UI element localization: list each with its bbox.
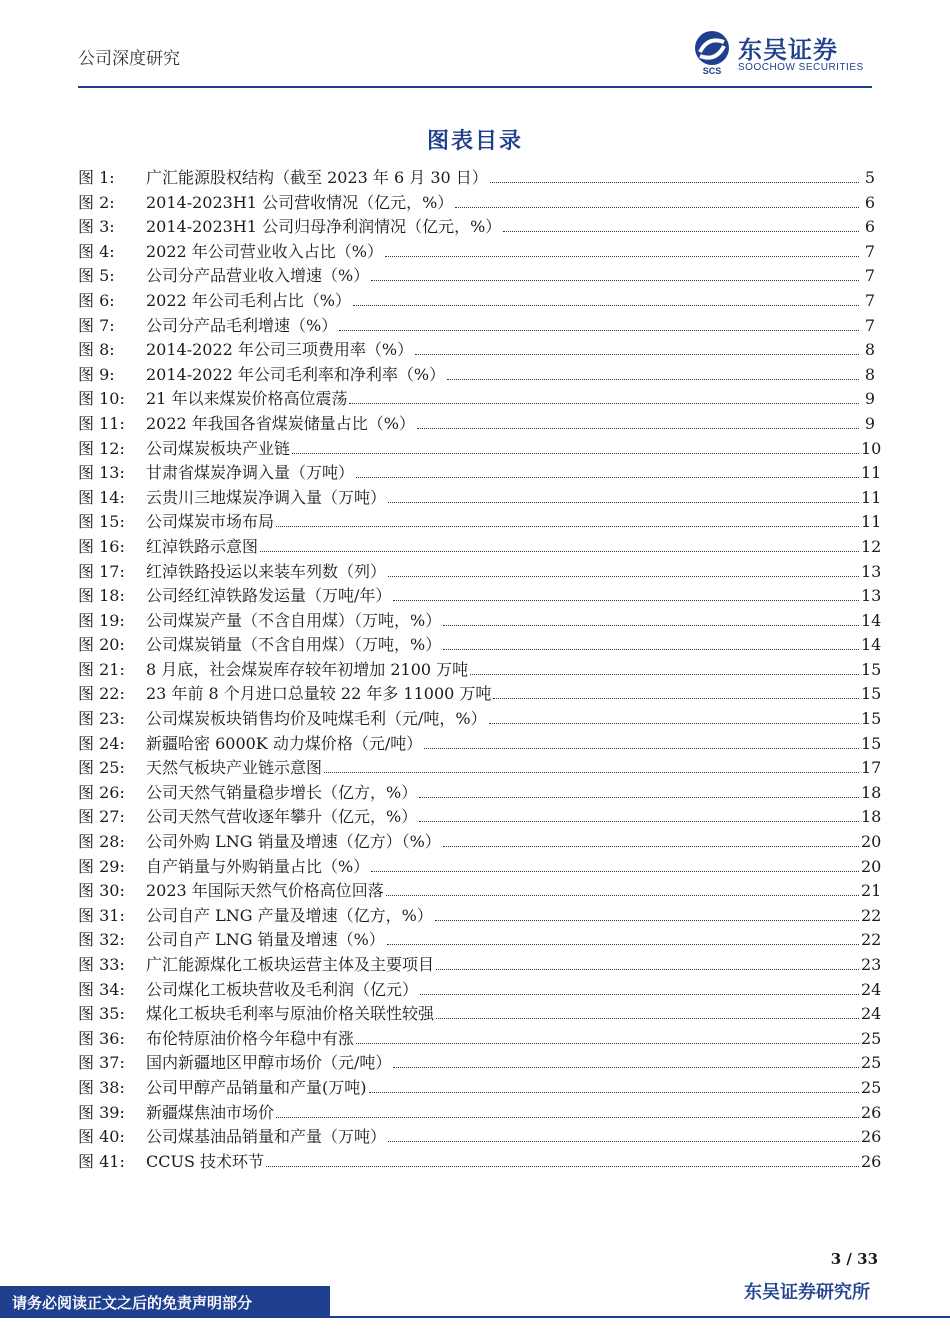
toc-figure-title: 公司外购 LNG 销量及增速（亿方）（%） bbox=[146, 832, 441, 852]
toc-row[interactable] bbox=[78, 633, 882, 658]
toc-figure-number: 图 12: bbox=[78, 438, 125, 458]
toc-leader-dots bbox=[419, 821, 859, 822]
toc-row[interactable] bbox=[78, 1051, 882, 1076]
toc-row[interactable] bbox=[78, 461, 882, 486]
toc-figure-title: 公司煤炭产量（不含自用煤）（万吨，%） bbox=[146, 610, 442, 630]
toc-figure-title: 甘肃省煤炭净调入量（万吨） bbox=[146, 463, 355, 483]
toc-figure-number: 图 13: bbox=[78, 463, 125, 483]
toc-page-number: 21 bbox=[861, 881, 882, 901]
toc-leader-dots bbox=[324, 772, 859, 773]
toc-row[interactable] bbox=[78, 732, 882, 757]
toc-figure-title: 新疆哈密 6000K 动力煤价格（元/吨） bbox=[146, 733, 423, 753]
toc-page-number: 7 bbox=[864, 290, 875, 310]
toc-page-number: 7 bbox=[864, 315, 875, 335]
toc-page-number: 15 bbox=[861, 684, 882, 704]
toc-figure-number: 图 30: bbox=[78, 881, 125, 901]
toc-page-number: 13 bbox=[861, 586, 882, 606]
toc-figure-number: 图 29: bbox=[78, 856, 125, 876]
toc-page-number: 15 bbox=[861, 659, 882, 679]
toc-leader-dots bbox=[353, 305, 859, 306]
toc-page-number: 14 bbox=[861, 610, 882, 630]
toc-figure-number: 图 8: bbox=[78, 340, 115, 360]
toc-figure-number: 图 25: bbox=[78, 758, 125, 778]
toc-row[interactable] bbox=[78, 1027, 882, 1052]
toc-page-number: 25 bbox=[861, 1053, 882, 1073]
toc-row[interactable] bbox=[78, 240, 875, 265]
toc-leader-dots bbox=[424, 748, 859, 749]
footer-institute: 东吴证券研究所 bbox=[744, 1282, 870, 1303]
toc-figure-number: 图 20: bbox=[78, 635, 125, 655]
toc-page-number: 26 bbox=[861, 1127, 882, 1147]
toc-row[interactable] bbox=[78, 609, 882, 634]
toc-figure-number: 图 19: bbox=[78, 610, 125, 630]
toc-page-number: 26 bbox=[861, 1102, 882, 1122]
toc-figure-number: 图 34: bbox=[78, 979, 125, 999]
toc-page-number: 6 bbox=[864, 217, 875, 237]
toc-row[interactable] bbox=[78, 855, 882, 880]
toc-figure-number: 图 33: bbox=[78, 955, 125, 974]
toc-figure-title: 煤化工板块毛利率与原油价格关联性较强 bbox=[146, 1004, 435, 1024]
toc-leader-dots bbox=[393, 1067, 859, 1068]
toc-page-number: 20 bbox=[861, 832, 882, 852]
toc-figure-number: 图 7: bbox=[78, 315, 115, 335]
toc-figure-number: 图 10: bbox=[78, 389, 125, 409]
toc-page-number: 11 bbox=[861, 512, 882, 532]
toc-row[interactable] bbox=[78, 658, 882, 683]
toc-row[interactable] bbox=[78, 560, 882, 585]
toc-leader-dots bbox=[489, 723, 859, 724]
toc-leader-dots bbox=[369, 1092, 860, 1093]
toc-leader-dots bbox=[419, 797, 859, 798]
toc-figure-title: 广汇能源煤化工板块运营主体及主要项目 bbox=[146, 955, 435, 974]
toc-figure-number: 图 41: bbox=[78, 1151, 125, 1171]
toc-row[interactable] bbox=[78, 1125, 882, 1150]
toc-figure-number: 图 9: bbox=[78, 364, 115, 384]
toc-leader-dots bbox=[490, 182, 859, 183]
toc-row[interactable] bbox=[78, 879, 882, 904]
brand-logo-icon bbox=[690, 28, 736, 76]
toc-row[interactable] bbox=[78, 215, 875, 240]
toc-leader-dots bbox=[260, 551, 859, 552]
toc-figure-number: 图 18: bbox=[78, 586, 125, 606]
toc-page-number: 8 bbox=[864, 364, 875, 384]
toc-leader-dots bbox=[276, 1117, 859, 1118]
toc-row[interactable] bbox=[78, 1076, 882, 1101]
toc-figure-number: 图 39: bbox=[78, 1102, 125, 1122]
toc-page-number: 8 bbox=[864, 340, 875, 360]
toc-figure-title: 公司煤炭板块销售均价及吨煤毛利（元/吨，%） bbox=[146, 709, 487, 729]
toc-row[interactable] bbox=[78, 264, 875, 289]
footer-divider bbox=[330, 1316, 950, 1318]
toc-leader-dots bbox=[266, 1166, 859, 1167]
toc-row[interactable] bbox=[78, 486, 882, 511]
toc-row[interactable] bbox=[78, 1101, 882, 1126]
toc-figure-number: 图 1: bbox=[78, 168, 115, 187]
toc-figure-number: 图 32: bbox=[78, 930, 125, 950]
toc-figure-title: 公司经红淖铁路发运量（万吨/年） bbox=[146, 586, 392, 606]
toc-row[interactable] bbox=[78, 166, 875, 191]
toc-figure-number: 图 35: bbox=[78, 1004, 125, 1024]
toc-leader-dots bbox=[387, 944, 859, 945]
toc-row[interactable] bbox=[78, 1150, 882, 1175]
toc-figure-title: 广汇能源股权结构（截至 2023 年 6 月 30 日） bbox=[146, 168, 488, 187]
toc-page-number: 22 bbox=[861, 930, 882, 950]
toc-leader-dots bbox=[393, 600, 859, 601]
toc-figure-number: 图 28: bbox=[78, 832, 125, 852]
toc-page-number: 7 bbox=[864, 266, 875, 286]
toc-figure-number: 图 36: bbox=[78, 1028, 125, 1048]
toc-row[interactable] bbox=[78, 387, 875, 412]
toc-page-number: 11 bbox=[861, 487, 882, 507]
toc-figure-title: 2014-2022 年公司三项费用率（%） bbox=[146, 340, 414, 360]
toc-figure-title: 公司甲醇产品销量和产量(万吨) bbox=[146, 1077, 367, 1097]
toc-figure-number: 图 24: bbox=[78, 733, 125, 753]
toc-row[interactable] bbox=[78, 289, 875, 314]
toc-figure-title: 自产销量与外购销量占比（%） bbox=[146, 856, 370, 876]
toc-row[interactable] bbox=[78, 928, 882, 953]
toc-leader-dots bbox=[349, 403, 859, 404]
toc-figure-title: 公司自产 LNG 销量及增速（%） bbox=[146, 930, 385, 950]
toc-figure-title: 公司煤炭市场布局 bbox=[146, 512, 275, 532]
toc-page-number: 15 bbox=[861, 709, 882, 729]
toc-figure-title: 21 年以来煤炭价格高位震荡 bbox=[146, 389, 348, 409]
toc-leader-dots bbox=[386, 895, 859, 896]
toc-leader-dots bbox=[420, 994, 859, 995]
toc-figure-title: 2014-2023H1 公司归母净利润情况（亿元，%） bbox=[146, 217, 502, 237]
toc-figure-number: 图 21: bbox=[78, 659, 125, 679]
toc-row[interactable] bbox=[78, 830, 882, 855]
page-number: 3 / 33 bbox=[830, 1250, 878, 1268]
footer-disclaimer: 请务必阅读正文之后的免责声明部分 bbox=[12, 1294, 253, 1312]
toc-figure-title: 2022 年公司毛利占比（%） bbox=[146, 290, 352, 310]
toc-page-number: 5 bbox=[864, 168, 875, 187]
toc-page-number: 15 bbox=[861, 733, 882, 753]
toc-page-number: 20 bbox=[861, 856, 882, 876]
toc-figure-number: 图 38: bbox=[78, 1077, 125, 1097]
toc-figure-number: 图 26: bbox=[78, 782, 125, 802]
toc-row[interactable] bbox=[78, 412, 875, 437]
toc-leader-dots bbox=[388, 502, 859, 503]
section-label: 公司深度研究 bbox=[78, 49, 180, 69]
toc-page-number: 9 bbox=[864, 389, 875, 409]
toc-leader-dots bbox=[436, 969, 859, 970]
toc-figure-number: 图 31: bbox=[78, 905, 125, 925]
toc-figure-number: 图 27: bbox=[78, 807, 125, 827]
toc-figure-number: 图 17: bbox=[78, 561, 125, 581]
toc-leader-dots bbox=[436, 1018, 859, 1019]
toc-figure-title: 新疆煤焦油市场价 bbox=[146, 1102, 275, 1122]
toc-leader-dots bbox=[356, 1043, 859, 1044]
toc-leader-dots bbox=[388, 576, 859, 577]
toc-figure-title: CCUS 技术环节 bbox=[146, 1151, 265, 1171]
toc-leader-dots bbox=[443, 846, 859, 847]
toc-figure-title: 公司天然气销量稳步增长（亿方，%） bbox=[146, 782, 418, 802]
toc-figure-title: 2022 年我国各省煤炭储量占比（%） bbox=[146, 413, 416, 433]
toc-row[interactable] bbox=[78, 1002, 882, 1027]
toc-figure-title: 红淖铁路投运以来装车列数（列） bbox=[146, 561, 387, 581]
toc-leader-dots bbox=[443, 625, 859, 626]
toc-page-number: 12 bbox=[861, 536, 882, 556]
toc-page-number: 25 bbox=[861, 1077, 882, 1097]
toc-leader-dots bbox=[385, 256, 859, 257]
toc-leader-dots bbox=[356, 477, 859, 478]
toc-row[interactable] bbox=[78, 781, 882, 806]
toc-row[interactable] bbox=[78, 191, 875, 216]
toc-list bbox=[78, 166, 882, 1174]
toc-page-number: 7 bbox=[864, 241, 875, 261]
toc-page-number: 24 bbox=[861, 1004, 882, 1024]
toc-leader-dots bbox=[493, 698, 859, 699]
toc-figure-number: 图 11: bbox=[78, 413, 125, 433]
toc-figure-number: 图 22: bbox=[78, 684, 125, 704]
toc-figure-title: 公司分产品毛利增速（%） bbox=[146, 315, 338, 335]
toc-row[interactable] bbox=[78, 314, 875, 339]
toc-leader-dots bbox=[276, 526, 859, 527]
toc-leader-dots bbox=[371, 280, 859, 281]
toc-page-number: 23 bbox=[861, 955, 882, 974]
toc-leader-dots bbox=[292, 453, 859, 454]
toc-row[interactable] bbox=[78, 535, 882, 560]
toc-figure-title: 8 月底，社会煤炭库存较年初增加 2100 万吨 bbox=[146, 659, 469, 679]
toc-row[interactable] bbox=[78, 904, 882, 929]
toc-figure-number: 图 3: bbox=[78, 217, 115, 237]
toc-leader-dots bbox=[455, 207, 859, 208]
toc-row[interactable] bbox=[78, 584, 882, 609]
toc-leader-dots bbox=[371, 871, 859, 872]
toc-page-number: 18 bbox=[861, 782, 882, 802]
toc-figure-title: 天然气板块产业链示意图 bbox=[146, 758, 323, 778]
toc-figure-title: 公司煤炭销量（不含自用煤）（万吨，%） bbox=[146, 635, 442, 655]
toc-row[interactable] bbox=[78, 363, 875, 388]
toc-figure-number: 图 15: bbox=[78, 512, 125, 532]
toc-page-number: 9 bbox=[864, 413, 875, 433]
toc-row[interactable] bbox=[78, 437, 882, 462]
toc-figure-title: 2014-2022 年公司毛利率和净利率（%） bbox=[146, 364, 446, 384]
toc-page-number: 24 bbox=[861, 979, 882, 999]
toc-figure-number: 图 5: bbox=[78, 266, 115, 286]
toc-leader-dots bbox=[443, 649, 859, 650]
toc-figure-number: 图 4: bbox=[78, 241, 115, 261]
header-divider bbox=[78, 86, 872, 88]
toc-figure-title: 云贵川三地煤炭净调入量（万吨） bbox=[146, 487, 387, 507]
toc-page-number: 17 bbox=[861, 758, 882, 778]
toc-leader-dots bbox=[435, 920, 859, 921]
toc-row[interactable] bbox=[78, 953, 882, 978]
toc-row[interactable] bbox=[78, 682, 882, 707]
toc-figure-title: 2022 年公司营业收入占比（%） bbox=[146, 241, 384, 261]
toc-row[interactable] bbox=[78, 707, 882, 732]
toc-page-number: 14 bbox=[861, 635, 882, 655]
toc-figure-number: 图 16: bbox=[78, 536, 125, 556]
toc-page-number: 11 bbox=[861, 463, 882, 483]
toc-figure-title: 红淖铁路示意图 bbox=[146, 536, 259, 556]
toc-figure-number: 图 40: bbox=[78, 1127, 125, 1147]
toc-figure-number: 图 14: bbox=[78, 487, 125, 507]
toc-page-number: 6 bbox=[864, 192, 875, 212]
toc-leader-dots bbox=[339, 330, 859, 331]
toc-figure-title: 公司分产品营业收入增速（%） bbox=[146, 266, 370, 286]
toc-figure-title: 公司煤炭板块产业链 bbox=[146, 438, 291, 458]
toc-figure-number: 图 23: bbox=[78, 709, 125, 729]
toc-row[interactable] bbox=[78, 805, 882, 830]
toc-page-number: 25 bbox=[861, 1028, 882, 1048]
toc-figure-number: 图 2: bbox=[78, 192, 115, 212]
page-title: 图表目录 bbox=[426, 128, 523, 154]
toc-row[interactable] bbox=[78, 338, 875, 363]
toc-figure-title: 布伦特原油价格今年稳中有涨 bbox=[146, 1028, 355, 1048]
toc-figure-title: 国内新疆地区甲醇市场价（元/吨） bbox=[146, 1053, 392, 1073]
toc-row[interactable] bbox=[78, 510, 882, 535]
toc-leader-dots bbox=[470, 674, 859, 675]
toc-figure-title: 公司煤化工板块营收及毛利润（亿元） bbox=[146, 979, 419, 999]
brand-abbr: SCS bbox=[702, 66, 722, 76]
brand-name-en: SOOCHOW SECURITIES bbox=[738, 62, 864, 73]
toc-row[interactable] bbox=[78, 978, 882, 1003]
toc-figure-title: 23 年前 8 个月进口总量较 22 年多 11000 万吨 bbox=[146, 684, 492, 704]
toc-leader-dots bbox=[415, 354, 859, 355]
toc-leader-dots bbox=[388, 1141, 859, 1142]
toc-page-number: 22 bbox=[861, 905, 882, 925]
toc-page-number: 26 bbox=[861, 1151, 882, 1171]
toc-row[interactable] bbox=[78, 756, 882, 781]
toc-page-number: 18 bbox=[861, 807, 882, 827]
toc-figure-number: 图 37: bbox=[78, 1053, 125, 1073]
toc-figure-title: 公司自产 LNG 产量及增速（亿方，%） bbox=[146, 905, 433, 925]
toc-page-number: 10 bbox=[861, 438, 882, 458]
toc-figure-title: 公司天然气营收逐年攀升（亿元，%） bbox=[146, 807, 418, 827]
toc-figure-title: 2014-2023H1 公司营收情况（亿元，%） bbox=[146, 192, 454, 212]
toc-page-number: 13 bbox=[861, 561, 882, 581]
toc-figure-title: 公司煤基油品销量和产量（万吨） bbox=[146, 1127, 387, 1147]
toc-leader-dots bbox=[447, 379, 859, 380]
brand-name-cn: 东吴证券 bbox=[738, 36, 838, 64]
toc-leader-dots bbox=[503, 231, 859, 232]
toc-leader-dots bbox=[417, 428, 859, 429]
toc-figure-number: 图 6: bbox=[78, 290, 115, 310]
toc-figure-title: 2023 年国际天然气价格高位回落 bbox=[146, 881, 384, 901]
